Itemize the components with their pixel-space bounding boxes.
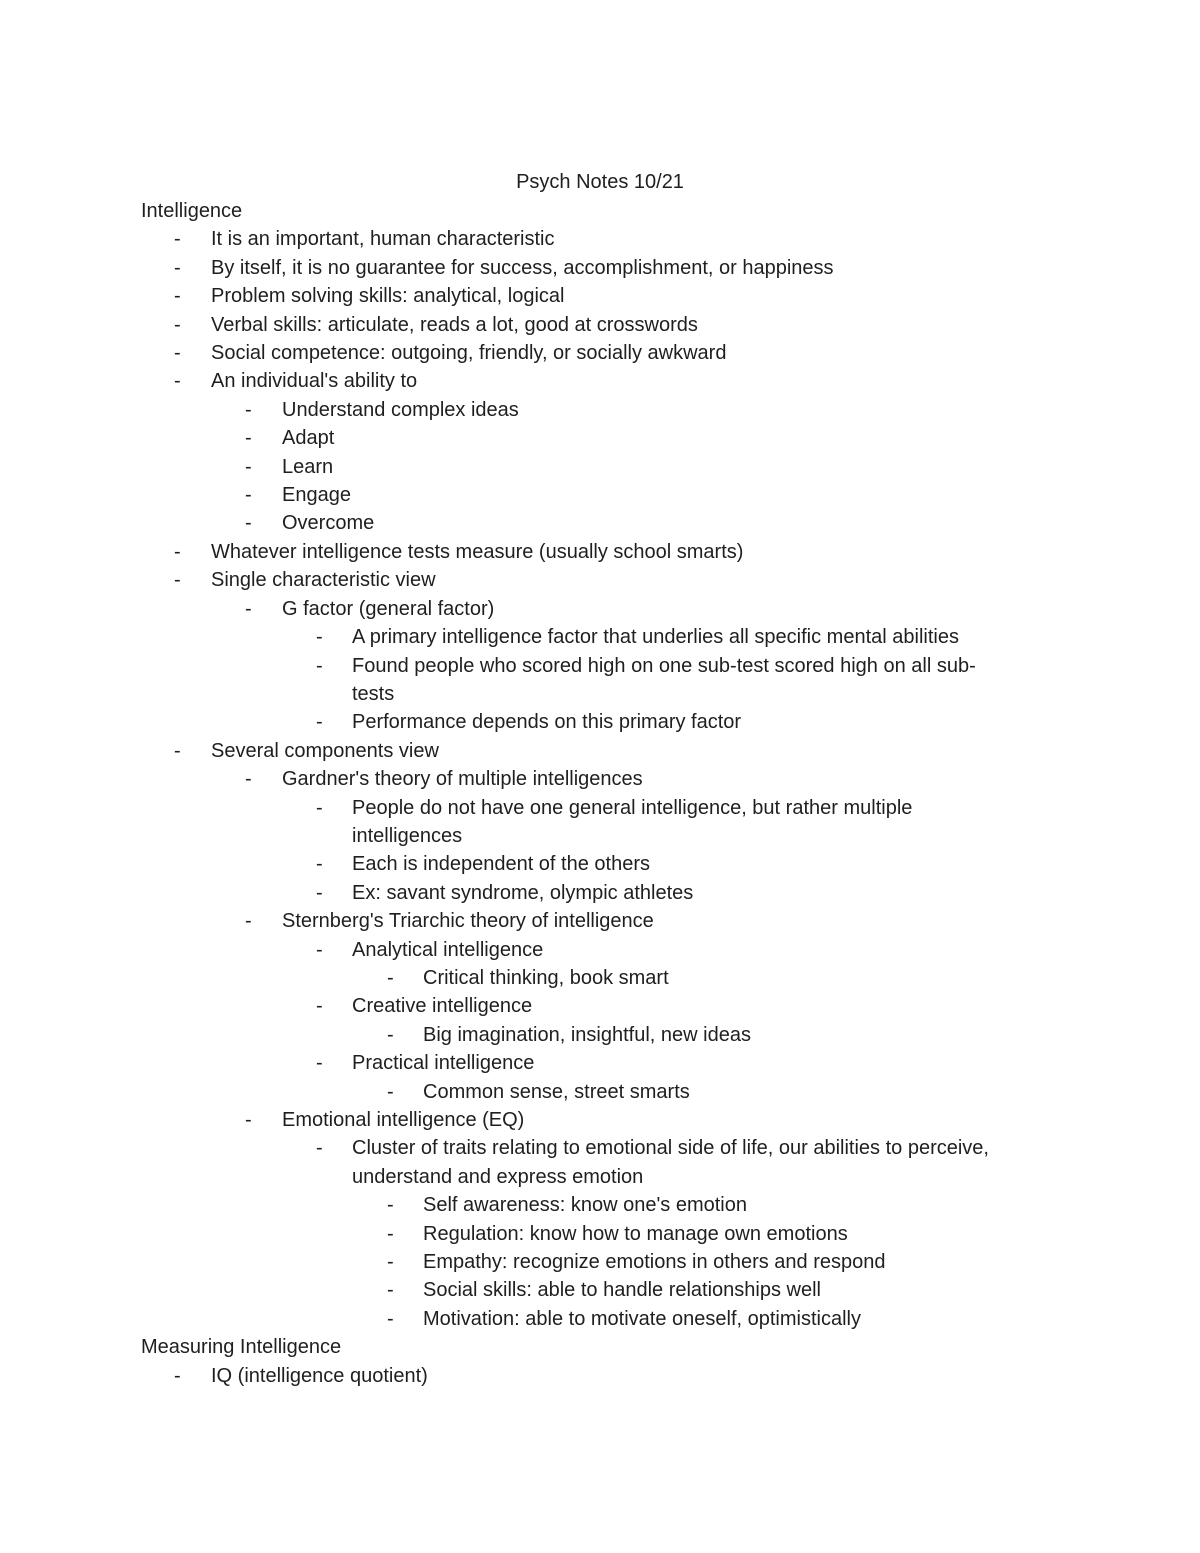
document-body: [141, 197, 1061, 1390]
bullet-dash: -: [174, 370, 181, 393]
bullet-dash: -: [387, 1279, 394, 1302]
bullet-dash: -: [245, 398, 252, 421]
list-item-continuation: [141, 1163, 1061, 1191]
line-text: G factor (general factor): [282, 597, 495, 620]
list-item: [141, 964, 1061, 992]
line-text: Whatever intelligence tests measure (usually school smarts): [211, 540, 744, 563]
bullet-dash: -: [387, 1222, 394, 1245]
line-text: Single characteristic view: [211, 569, 436, 592]
bullet-dash: -: [174, 228, 181, 251]
list-item: [141, 1049, 1061, 1077]
list-item: [141, 1276, 1061, 1304]
bullet-dash: -: [245, 597, 252, 620]
bullet-dash: -: [174, 739, 181, 762]
list-item: [141, 509, 1061, 537]
line-text: Sternberg's Triarchic theory of intelligence: [282, 910, 654, 933]
line-text: Intelligence: [141, 200, 243, 222]
line-text: Engage: [282, 484, 351, 507]
line-text: Regulation: know how to manage own emotions: [423, 1222, 848, 1245]
list-item: [141, 1248, 1061, 1276]
bullet-dash: -: [387, 1080, 394, 1103]
line-text: Overcome: [282, 512, 375, 535]
line-text: By itself, it is no guarantee for success, accomplishment, or happiness: [211, 256, 834, 279]
list-item: [141, 1021, 1061, 1049]
list-item-continuation: [141, 822, 1061, 850]
section-heading-intelligence: [141, 197, 1061, 225]
list-item: [141, 936, 1061, 964]
bullet-dash: -: [316, 711, 323, 734]
bullet-dash: -: [245, 512, 252, 535]
line-text: Ex: savant syndrome, olympic athletes: [352, 881, 694, 904]
bullet-dash: -: [245, 455, 252, 478]
bullet-dash: -: [316, 995, 323, 1018]
bullet-dash: -: [174, 313, 181, 336]
bullet-dash: -: [174, 256, 181, 279]
line-text: A primary intelligence factor that underlies all specific mental abilities: [352, 626, 959, 649]
line-text: Measuring Intelligence: [141, 1336, 342, 1359]
list-item: [141, 1220, 1061, 1248]
list-item: [141, 595, 1061, 623]
list-item: [141, 225, 1061, 253]
line-text: Critical thinking, book smart: [423, 966, 669, 989]
line-text: tests: [352, 682, 395, 705]
list-item: [141, 1134, 1061, 1162]
line-text: Social competence: outgoing, friendly, or socially awkward: [211, 342, 727, 365]
line-text: Self awareness: know one's emotion: [423, 1194, 747, 1217]
bullet-dash: -: [387, 1307, 394, 1330]
list-item: [141, 282, 1061, 310]
line-text: Social skills: able to handle relationships well: [423, 1279, 821, 1302]
list-item: [141, 311, 1061, 339]
line-text: Several components view: [211, 739, 439, 762]
list-item: [141, 424, 1061, 452]
bullet-dash: -: [174, 569, 181, 592]
line-text: Understand complex ideas: [282, 398, 519, 421]
bullet-dash: -: [387, 1251, 394, 1274]
document-title: Psych Notes 10/21: [516, 171, 684, 193]
list-item: [141, 1191, 1061, 1219]
line-text: IQ (intelligence quotient): [211, 1364, 428, 1387]
list-item: [141, 708, 1061, 736]
list-item: [141, 1362, 1061, 1390]
list-item: [141, 623, 1061, 651]
list-item: [141, 879, 1061, 907]
list-item: [141, 765, 1061, 793]
list-item: [141, 566, 1061, 594]
line-text: Adapt: [282, 427, 335, 450]
bullet-dash: -: [316, 1052, 323, 1075]
line-text: An individual's ability to: [211, 370, 418, 393]
bullet-dash: -: [316, 1137, 323, 1160]
bullet-dash: -: [245, 1109, 252, 1131]
list-item: [141, 481, 1061, 509]
list-item: [141, 396, 1061, 424]
bullet-dash: -: [174, 285, 181, 308]
line-text: Each is independent of the others: [352, 853, 650, 876]
bullet-dash: -: [174, 342, 181, 365]
line-text: Analytical intelligence: [352, 938, 544, 961]
line-text: intelligences: [352, 824, 463, 847]
bullet-dash: -: [316, 853, 323, 876]
line-text: Problem solving skills: analytical, logical: [211, 285, 565, 308]
list-item: [141, 652, 1061, 680]
line-text: understand and express emotion: [352, 1165, 644, 1188]
bullet-dash: -: [245, 910, 252, 933]
list-item: [141, 538, 1061, 566]
bullet-dash: -: [174, 540, 181, 563]
list-item: [141, 1078, 1061, 1106]
section-heading-measuring-intelligence: [141, 1333, 1061, 1361]
list-item: [141, 992, 1061, 1020]
list-item: [141, 737, 1061, 765]
line-text: Empathy: recognize emotions in others and respond: [423, 1251, 886, 1274]
line-text: Creative intelligence: [352, 995, 533, 1018]
line-text: Big imagination, insightful, new ideas: [423, 1023, 751, 1046]
line-text: Cluster of traits relating to emotional side of life, our abilities to perceive,: [352, 1137, 989, 1160]
line-text: Performance depends on this primary factor: [352, 711, 742, 734]
list-item: [141, 907, 1061, 935]
line-text: Gardner's theory of multiple intelligences: [282, 768, 643, 791]
line-text: Practical intelligence: [352, 1052, 535, 1075]
bullet-dash: -: [387, 966, 394, 989]
line-text: Found people who scored high on one sub-test scored high on all sub-: [352, 654, 976, 677]
line-text: Emotional intelligence (EQ): [282, 1109, 525, 1131]
line-text: Learn: [282, 455, 334, 478]
bullet-dash: -: [316, 626, 323, 649]
line-text: Common sense, street smarts: [423, 1080, 690, 1103]
line-text: Verbal skills: articulate, reads a lot, good at crosswords: [211, 313, 698, 336]
bullet-dash: -: [316, 796, 323, 819]
list-item: [141, 367, 1061, 395]
line-text: It is an important, human characteristic: [211, 228, 555, 251]
list-item: [141, 1106, 1061, 1134]
bullet-dash: -: [245, 768, 252, 791]
bullet-dash: -: [174, 1364, 181, 1387]
bullet-dash: -: [316, 938, 323, 961]
list-item: [141, 453, 1061, 481]
bullet-dash: -: [387, 1194, 394, 1217]
list-item: [141, 339, 1061, 367]
list-item: [141, 1305, 1061, 1333]
bullet-dash: -: [387, 1023, 394, 1046]
line-text: Motivation: able to motivate oneself, optimistically: [423, 1307, 861, 1330]
bullet-dash: -: [245, 484, 252, 507]
line-text: People do not have one general intelligence, but rather multiple: [352, 796, 913, 819]
bullet-dash: -: [245, 427, 252, 450]
bullet-dash: -: [316, 654, 323, 677]
list-item: [141, 794, 1061, 822]
list-item-continuation: [141, 680, 1061, 708]
list-item: [141, 850, 1061, 878]
bullet-dash: -: [316, 881, 323, 904]
list-item: [141, 254, 1061, 282]
